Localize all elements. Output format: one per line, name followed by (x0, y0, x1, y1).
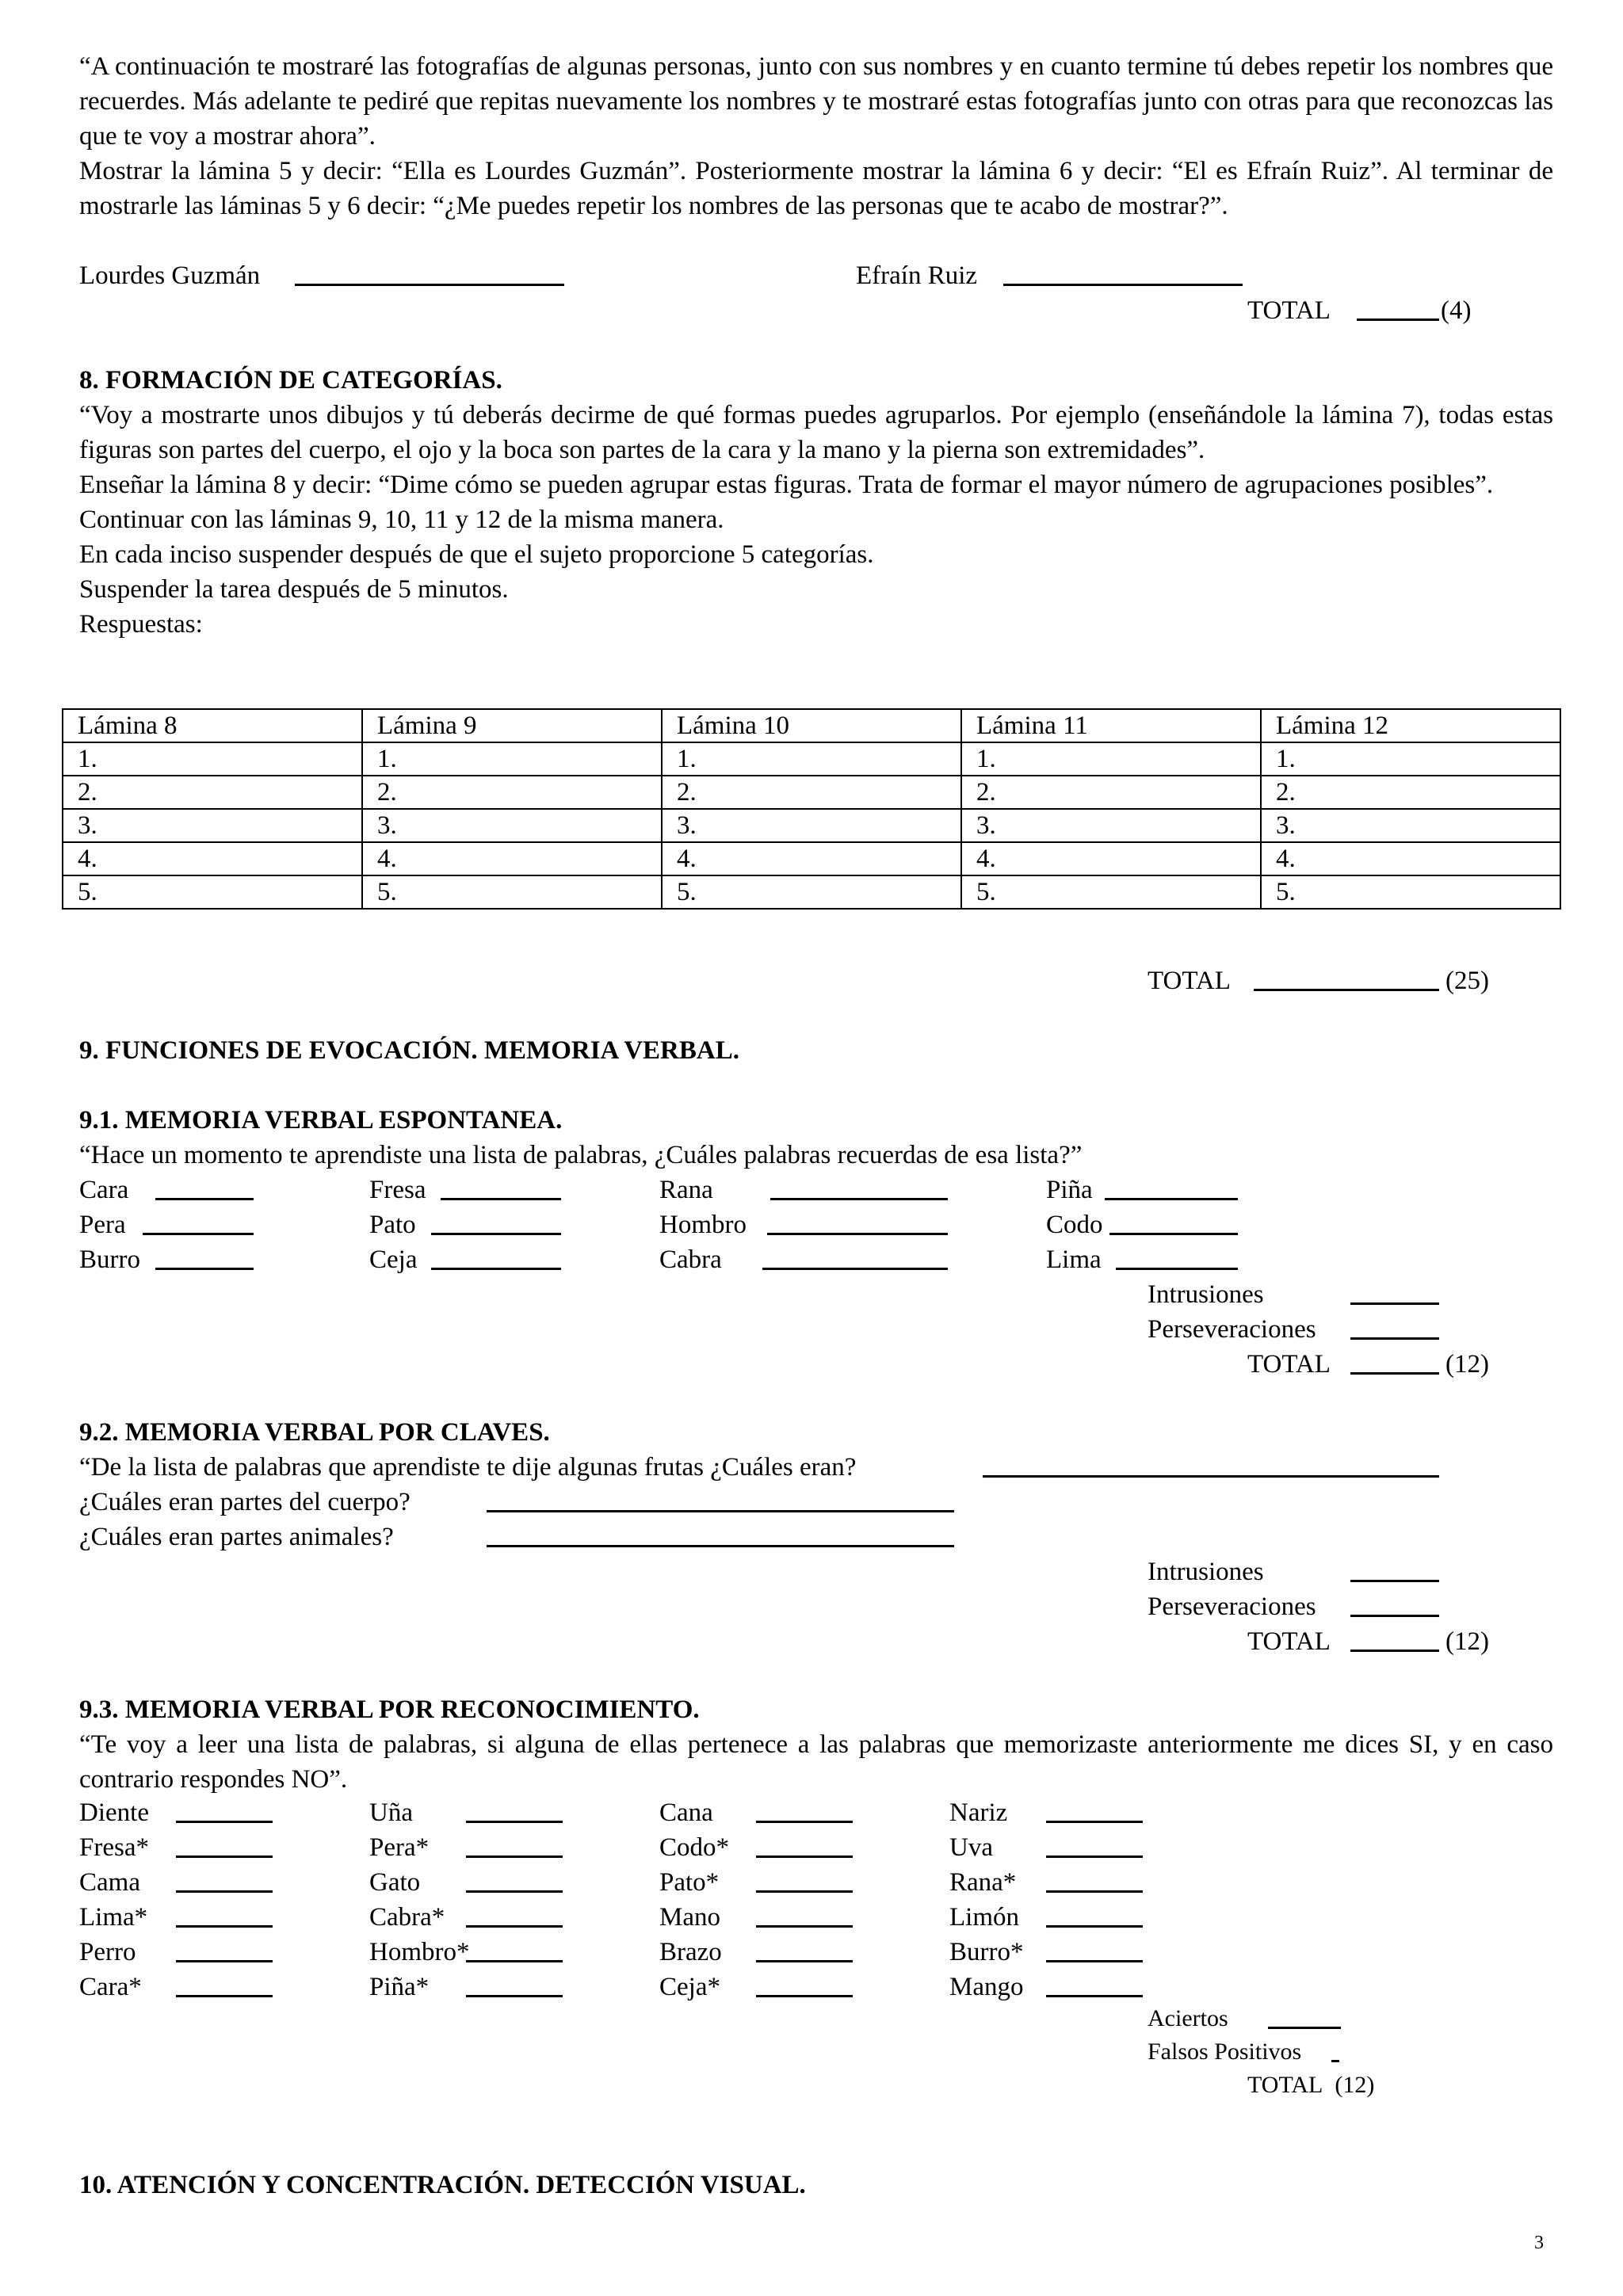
word-answer-blank[interactable] (143, 1233, 254, 1235)
section8-instruction-3: En cada inciso suspender después de que el sujeto proporcione 5 categorías. (79, 540, 874, 569)
table-header-cell: Lámina 11 (961, 709, 1261, 742)
section9-2-q3-blank[interactable] (487, 1545, 954, 1547)
recognition-answer-blank[interactable] (466, 1855, 563, 1858)
table-cell[interactable]: 1. (662, 742, 961, 776)
section9-2-perseverations: Perseveraciones (1148, 1592, 1316, 1621)
section9-1-intrusions-blank[interactable] (1350, 1302, 1439, 1305)
recognition-word: Lima* (79, 1903, 148, 1932)
section9-1-perseverations: Perseveraciones (1148, 1315, 1316, 1344)
recognition-word: Rana* (949, 1868, 1017, 1897)
table-cell[interactable]: 5. (362, 875, 662, 909)
section9-title: 9. FUNCIONES DE EVOCACIÓN. MEMORIA VERBAL. (79, 1036, 739, 1065)
word-answer-blank[interactable] (1116, 1268, 1238, 1270)
section7-total-max: (4) (1441, 296, 1472, 325)
recognition-word: Hombro* (369, 1938, 470, 1966)
name-efrain-row (856, 258, 977, 293)
section7-total (1247, 293, 1331, 328)
section9-3-false-positives: Falsos Positivos (1148, 2039, 1302, 2065)
recognition-answer-blank[interactable] (466, 1960, 563, 1962)
table-header-cell: Lámina 12 (1261, 709, 1560, 742)
table-cell[interactable]: 2. (961, 776, 1261, 809)
recognition-answer-blank[interactable] (756, 1995, 853, 1997)
name-lourdes-blank[interactable] (295, 284, 564, 286)
word-answer-blank[interactable] (770, 1198, 948, 1200)
word-item: Fresa (369, 1176, 426, 1204)
word-item: Cabra (659, 1245, 722, 1274)
recognition-word: Piña* (369, 1973, 430, 2001)
word-answer-blank[interactable] (431, 1268, 561, 1270)
section9-2-total-blank[interactable] (1350, 1650, 1439, 1652)
table-cell[interactable]: 2. (1261, 776, 1560, 809)
section9-3-total-max: (12) (1335, 2072, 1375, 2098)
recognition-answer-blank[interactable] (176, 1995, 273, 1997)
section9-2-perseverations-blank[interactable] (1350, 1615, 1439, 1617)
section9-2-q1: “De la lista de palabras que aprendiste te dije algunas frutas ¿Cuáles eran? (79, 1453, 857, 1482)
responses-table (62, 708, 1561, 910)
section7-instruction: Mostrar la lámina 5 y decir: “Ella es Lourdes Guzmán”. Posteriormente mostrar la lámina 6 y decir: “El es Efraín Ruiz”. Al terminar de mostrarle las láminas 5 y 6 decir: “¿Me puedes repetir los nombres de las personas que te acabo de mostrar?”. (79, 157, 1553, 220)
table-header-cell: Lámina 10 (662, 709, 961, 742)
recognition-word: Nariz (949, 1798, 1008, 1827)
word-item: Piña (1046, 1176, 1093, 1204)
recognition-word: Diente (79, 1798, 149, 1827)
word-item: Codo (1046, 1211, 1103, 1239)
word-item: Hombro (659, 1211, 747, 1239)
section8-body (79, 398, 1553, 642)
table-header-cell: Lámina 9 (362, 709, 662, 742)
table-cell[interactable]: 3. (961, 809, 1261, 842)
section9-3-total-label: TOTAL (1247, 2072, 1323, 2098)
word-item: Cara (79, 1176, 129, 1204)
table-cell[interactable]: 1. (63, 742, 362, 776)
recognition-answer-blank[interactable] (1046, 1855, 1143, 1858)
recognition-answer-blank[interactable] (756, 1890, 853, 1893)
table-cell[interactable]: 4. (662, 842, 961, 875)
recognition-answer-blank[interactable] (466, 1890, 563, 1893)
word-answer-blank[interactable] (441, 1198, 561, 1200)
section9-2-q2: ¿Cuáles eran partes del cuerpo? (79, 1488, 411, 1516)
recognition-answer-blank[interactable] (176, 1960, 273, 1962)
section8-instruction-4: Suspender la tarea después de 5 minutos. (79, 575, 509, 604)
table-cell[interactable]: 5. (1261, 875, 1560, 909)
table-cell[interactable]: 2. (662, 776, 961, 809)
section10-title: 10. ATENCIÓN Y CONCENTRACIÓN. DETECCIÓN VISUAL. (79, 2171, 806, 2199)
recognition-word: Uva (949, 1833, 993, 1862)
recognition-word: Codo* (659, 1833, 730, 1862)
section9-1-total-max: (12) (1445, 1350, 1489, 1379)
section9-2-q2-blank[interactable] (487, 1510, 954, 1512)
word-answer-blank[interactable] (155, 1198, 254, 1200)
recognition-answer-blank[interactable] (176, 1890, 273, 1893)
section8-instruction-2: Continuar con las láminas 9, 10, 11 y 12 de la misma manera. (79, 505, 724, 534)
recognition-word: Gato (369, 1868, 421, 1897)
recognition-word: Brazo (659, 1938, 722, 1966)
recognition-answer-blank[interactable] (176, 1925, 273, 1928)
section9-2-q3: ¿Cuáles eran partes animales? (79, 1523, 394, 1551)
section9-3-title: 9.3. MEMORIA VERBAL POR RECONOCIMIENTO. (79, 1695, 700, 1724)
recognition-word: Fresa* (79, 1833, 149, 1862)
table-row (63, 809, 1560, 842)
section9-3-hits-blank[interactable] (1268, 2027, 1341, 2029)
word-item: Burro (79, 1245, 140, 1274)
section9-2-intrusions-blank[interactable] (1350, 1580, 1439, 1582)
recognition-word: Limón (949, 1903, 1019, 1932)
section9-3-prompt: “Te voy a leer una lista de palabras, si alguna de ellas pertenece a las palabras que memorizaste anteriormente me dices SI, y en caso contrario respondes NO”. (79, 1730, 1553, 1794)
recognition-word: Perro (79, 1938, 136, 1966)
section9-1-title: 9.1. MEMORIA VERBAL ESPONTANEA. (79, 1106, 563, 1135)
section9-2-total: TOTAL (1247, 1627, 1331, 1656)
section9-2-title: 9.2. MEMORIA VERBAL POR CLAVES. (79, 1418, 550, 1447)
recognition-answer-blank[interactable] (756, 1925, 853, 1928)
section9-3-hits: Aciertos (1148, 2005, 1228, 2031)
page-number: 3 (1534, 2233, 1544, 2253)
section9-3-total (1247, 2069, 1374, 2101)
section8-title: 8. FORMACIÓN DE CATEGORÍAS. (79, 366, 502, 395)
table-cell[interactable]: 4. (1261, 842, 1560, 875)
recognition-word: Mango (949, 1973, 1024, 2001)
recognition-answer-blank[interactable] (1046, 1890, 1143, 1893)
table-row (63, 776, 1560, 809)
section9-2-intrusions: Intrusiones (1148, 1558, 1264, 1586)
table-cell[interactable]: 3. (662, 809, 961, 842)
name-efrain: Efraín Ruiz (856, 261, 978, 290)
table-row (63, 742, 1560, 776)
table-cell[interactable]: 4. (362, 842, 662, 875)
recognition-word: Burro* (949, 1938, 1024, 1966)
section9-1-prompt: “Hace un momento te aprendiste una lista de palabras, ¿Cuáles palabras recuerdas de esa lista?” (79, 1141, 1083, 1169)
table-header-cell: Lámina 8 (63, 709, 362, 742)
word-item: Lima (1046, 1245, 1102, 1274)
recognition-word: Cama (79, 1868, 140, 1897)
word-item: Ceja (369, 1245, 418, 1274)
section8-intro: “Voy a mostrarte unos dibujos y tú deberás decirme de qué formas puedes agruparlos. Por ejemplo (enseñándole la lámina 7), todas estas figuras son partes del cuerpo, el ojo y la boca son partes de la cara y la mano y la pierna son extremidades”. (79, 401, 1553, 464)
recognition-answer-blank[interactable] (1046, 1995, 1143, 1997)
recognition-word: Ceja* (659, 1973, 720, 2001)
recognition-word: Uña (369, 1798, 413, 1827)
section8-total-max: (25) (1445, 967, 1489, 995)
table-cell[interactable]: 5. (662, 875, 961, 909)
section7-total-label: TOTAL (1247, 296, 1331, 325)
table-cell[interactable]: 1. (362, 742, 662, 776)
recognition-answer-blank[interactable] (1046, 1821, 1143, 1823)
section7-total-blank[interactable] (1357, 318, 1439, 321)
recognition-answer-blank[interactable] (756, 1855, 853, 1858)
section7-intro (79, 49, 1553, 223)
recognition-answer-blank[interactable] (466, 1995, 563, 1997)
table-cell[interactable]: 2. (63, 776, 362, 809)
word-answer-blank[interactable] (1109, 1233, 1238, 1235)
section9-1-perseverations-blank[interactable] (1350, 1337, 1439, 1340)
table-cell[interactable]: 4. (961, 842, 1261, 875)
recognition-word: Cabra* (369, 1903, 445, 1932)
recognition-word: Pato* (659, 1868, 720, 1897)
table-cell[interactable]: 1. (1261, 742, 1560, 776)
table-row (63, 875, 1560, 909)
recognition-answer-blank[interactable] (176, 1821, 273, 1823)
recognition-word: Cara* (79, 1973, 142, 2001)
recognition-word: Pera* (369, 1833, 430, 1862)
table-header-row (63, 709, 1560, 742)
recognition-word: Cana (659, 1798, 713, 1827)
table-row (63, 842, 1560, 875)
word-answer-blank[interactable] (767, 1233, 948, 1235)
recognition-answer-blank[interactable] (756, 1960, 853, 1962)
table-cell[interactable]: 5. (63, 875, 362, 909)
recognition-answer-blank[interactable] (1046, 1960, 1143, 1962)
section8-total-blank[interactable] (1254, 989, 1439, 991)
word-item: Rana (659, 1176, 713, 1204)
section9-1-total: TOTAL (1247, 1350, 1331, 1379)
recognition-answer-blank[interactable] (1046, 1925, 1143, 1928)
responses-label: Respuestas: (79, 610, 203, 639)
section7-intro-text: “A continuación te mostraré las fotografías de algunas personas, junto con sus nombres y en cuanto termine tú debes repetir los nombres que recuerdes. Más adelante te pediré que repitas nuevamente los nombres y te mostraré estas fotografías junto con otras para que reconozcas las que te voy a mostrar ahora”. (79, 52, 1553, 151)
section9-1-total-blank[interactable] (1350, 1372, 1439, 1375)
table-cell[interactable]: 3. (63, 809, 362, 842)
recognition-answer-blank[interactable] (466, 1925, 563, 1928)
word-answer-blank[interactable] (155, 1268, 254, 1270)
recognition-answer-blank[interactable] (756, 1821, 853, 1823)
section9-3-false-positives-blank[interactable] (1331, 2060, 1339, 2062)
word-item: Pato (369, 1211, 416, 1239)
word-item: Pera (79, 1211, 126, 1239)
word-answer-blank[interactable] (1105, 1198, 1238, 1200)
table-cell[interactable]: 2. (362, 776, 662, 809)
name-efrain-blank[interactable] (1003, 284, 1243, 286)
table-cell[interactable]: 4. (63, 842, 362, 875)
recognition-word: Mano (659, 1903, 720, 1932)
recognition-answer-blank[interactable] (176, 1855, 273, 1858)
word-answer-blank[interactable] (431, 1233, 561, 1235)
table-cell[interactable]: 3. (362, 809, 662, 842)
section9-1-intrusions: Intrusiones (1148, 1280, 1264, 1309)
recognition-answer-blank[interactable] (466, 1821, 563, 1823)
section8-instruction-1: Enseñar la lámina 8 y decir: “Dime cómo se pueden agrupar estas figuras. Trata de formar el mayor número de agrupaciones posibles”. (79, 471, 1494, 499)
section9-2-q1-blank[interactable] (983, 1475, 1439, 1478)
section8-total: TOTAL (1148, 967, 1231, 995)
table-cell[interactable]: 5. (961, 875, 1261, 909)
table-cell[interactable]: 1. (961, 742, 1261, 776)
word-answer-blank[interactable] (762, 1268, 948, 1270)
name-lourdes-row (79, 258, 260, 293)
section9-2-total-max: (12) (1445, 1627, 1489, 1656)
name-lourdes: Lourdes Guzmán (79, 261, 261, 290)
table-cell[interactable]: 3. (1261, 809, 1560, 842)
